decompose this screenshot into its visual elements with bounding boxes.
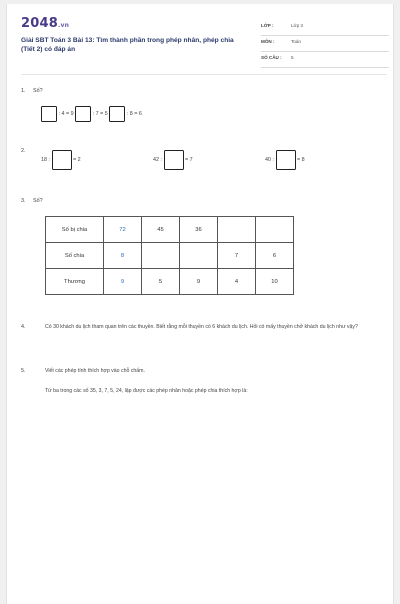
table-row (46, 269, 294, 295)
answer-box[interactable] (276, 150, 296, 170)
table-cell: 9 (180, 269, 218, 295)
meta-value: Toán (291, 39, 301, 44)
question-number: 2. (21, 148, 26, 154)
equation-text: : 7 = 5 (92, 111, 108, 117)
equation-text: 42 : (153, 157, 162, 163)
question-number: 5. (21, 368, 26, 374)
q2-equation-c (265, 150, 305, 170)
question-number: 4. (21, 324, 26, 330)
table-row (46, 217, 294, 243)
table-cell (142, 243, 180, 269)
question-number: 3. (21, 198, 26, 204)
meta-info (261, 20, 389, 68)
question-text: Viết các phép tính thích hợp vào chỗ chấm. (45, 368, 145, 374)
row-header: Số bị chia (46, 217, 104, 243)
meta-row-class (261, 20, 389, 36)
answer-box[interactable] (52, 150, 72, 170)
logo-suffix: .vn (57, 22, 70, 29)
meta-value: Lớp 3 (291, 23, 303, 28)
row-header: Thương (46, 269, 104, 295)
question-number: 1. (21, 88, 26, 94)
document-header (21, 16, 387, 68)
q2-equation-a (41, 150, 81, 170)
table-cell (256, 217, 294, 243)
equation-text: 40 : (265, 157, 274, 163)
table-cell: 10 (256, 269, 294, 295)
meta-key: LỚP : (261, 23, 274, 28)
q1-equations (41, 106, 142, 122)
table-cell: 9 (104, 269, 142, 295)
table-cell: 72 (104, 217, 142, 243)
equation-text: 18 : (41, 157, 50, 163)
answer-box[interactable] (41, 106, 57, 122)
answer-box[interactable] (109, 106, 125, 122)
table-cell: 8 (104, 243, 142, 269)
table-cell: 6 (256, 243, 294, 269)
meta-key: MÔN : (261, 39, 275, 44)
equation-text: : 8 = 6 (126, 111, 142, 117)
meta-value: 5 (291, 55, 294, 60)
site-logo[interactable] (21, 16, 69, 31)
question-text: Số? (33, 88, 43, 94)
table-cell: 4 (218, 269, 256, 295)
meta-row-subject (261, 36, 389, 52)
row-header: Số chia (46, 243, 104, 269)
document-page (6, 4, 394, 604)
equation-text: = 2 (73, 157, 81, 163)
table-row (46, 243, 294, 269)
answer-box[interactable] (75, 106, 91, 122)
question-text: Có 30 khách du lịch tham quan trên các thuyền. Biết rằng mỗi thuyền có 6 khách du lịch. Hỏi có mấy thuyền chở khách du lịch như vậy? (45, 324, 358, 330)
table-cell (218, 217, 256, 243)
meta-row-count (261, 52, 389, 68)
equation-text: = 8 (297, 157, 305, 163)
logo-text: 2048 (21, 16, 58, 31)
equation-text: = 7 (185, 157, 193, 163)
table-cell: 36 (180, 217, 218, 243)
meta-key: SỐ CÂU : (261, 55, 282, 60)
table-cell: 45 (142, 217, 180, 243)
question-subtext: Từ ba trong các số 35, 3, 7, 5, 24, lập được các phép nhân hoặc phép chia thích hợp là: (45, 388, 248, 394)
header-divider (21, 74, 387, 75)
q2-equation-b (153, 150, 193, 170)
division-table (45, 216, 294, 295)
document-title: Giải SBT Toán 3 Bài 13: Tìm thành phần trong phép nhân, phép chia (Tiết 2) có đáp án (21, 37, 234, 53)
table-cell: 7 (218, 243, 256, 269)
question-text: Số? (33, 198, 43, 204)
answer-box[interactable] (164, 150, 184, 170)
table-cell (180, 243, 218, 269)
equation-text: : 4 = 9 (58, 111, 74, 117)
table-cell: 5 (142, 269, 180, 295)
